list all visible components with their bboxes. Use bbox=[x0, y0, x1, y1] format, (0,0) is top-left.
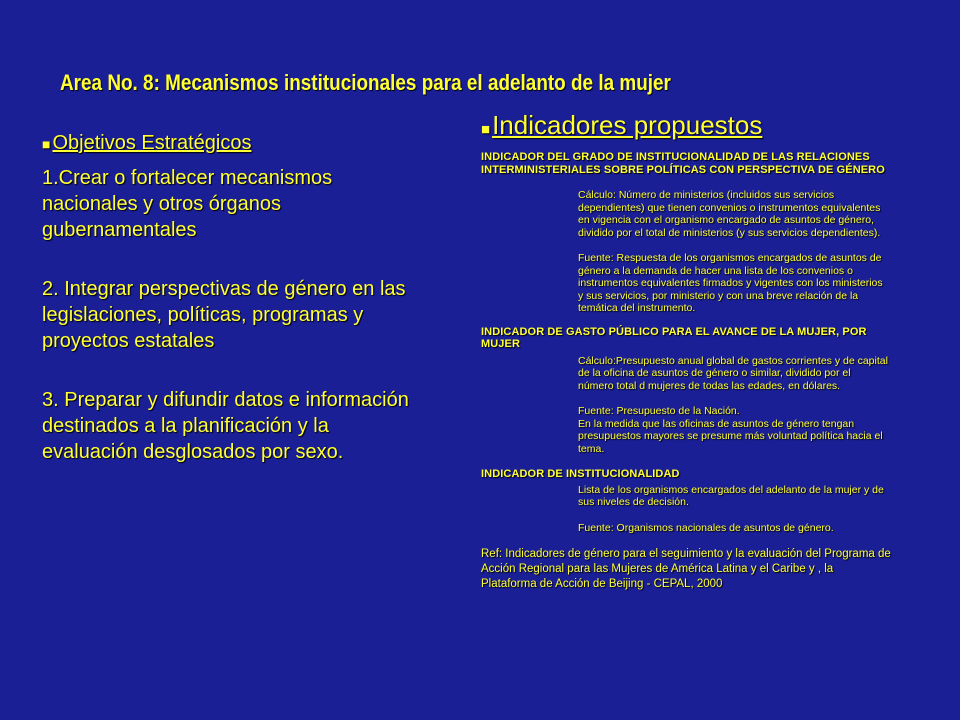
indicators-panel bbox=[481, 110, 896, 592]
square-bullet-icon: ■ bbox=[481, 121, 491, 138]
indicator-2-calculation: Cálculo:Presupuesto anual global de gastos corrientes y de capital de la oficina de asuntos de género o similar, dividido por el número total d mujeres de todas las edades, en dólares. bbox=[578, 354, 888, 392]
objectives-heading-label: Objetivos Estratégicos bbox=[52, 132, 252, 154]
indicator-2-title: INDICADOR DE GASTO PÚBLICO PARA EL AVANCE DE LA MUJER, POR MUJER bbox=[481, 325, 867, 350]
indicators-heading-label: Indicadores propuestos bbox=[492, 110, 763, 140]
indicator-3-source: Fuente: Organismos nacionales de asuntos de género. bbox=[578, 521, 834, 534]
objective-1: 1.Crear o fortalecer mecanismos nacionales y otros órganos gubernamentales bbox=[42, 167, 333, 241]
indicator-1-title: INDICADOR DEL GRADO DE INSTITUCIONALIDAD DE LAS RELACIONES INTERMINISTERIALES SOBRE POLÍTICAS CON PERSPECTIVA DE GÉNERO bbox=[481, 151, 885, 176]
indicator-3-title: INDICADOR DE INSTITUCIONALIDAD bbox=[481, 468, 680, 480]
indicator-2-source: Fuente: Presupuesto de la Nación. bbox=[578, 405, 740, 417]
indicator-1-source: Fuente: Respuesta de los organismos encargados de asuntos de género a la demanda de hacer una lista de los convenios o instrumentos equivalentes firmados y vigentes con los ministerios y sus servicios, por ministerio y con una breve relación de la temática del instrumento. bbox=[578, 252, 883, 314]
slide-title: Area No. 8: Mecanismos institucionales para el adelanto de la mujer bbox=[60, 70, 671, 95]
indicators-heading bbox=[481, 110, 896, 145]
indicator-2-note: En la medida que las oficinas de asuntos de género tengan presupuestos mayores se presume más voluntad política hacia el tema. bbox=[578, 417, 883, 455]
indicator-1-calculation: Cálculo: Número de ministerios (incluidos sus servicios dependientes) que tienen convenios o instrumentos equivalentes en vigencia con el organismo encargado de asuntos de género, dividido por el total de ministerios (y sus servicios dependientes). bbox=[578, 189, 881, 239]
reference-note: Ref: Indicadores de género para el seguimiento y la evaluación del Programa de Acción Regional para las Mujeres de América Latina y el Caribe y , la Plataforma de Acción de Beijing - CEPAL, 2000 bbox=[481, 548, 891, 590]
objective-3: 3. Preparar y difundir datos e información destinados a la planificación y la evaluación desglosados por sexo. bbox=[42, 389, 409, 463]
objectives-panel bbox=[42, 132, 422, 465]
indicator-3-list: Lista de los organismos encargados del adelanto de la mujer y de sus niveles de decisión. bbox=[578, 483, 884, 508]
square-bullet-icon: ■ bbox=[42, 136, 51, 152]
objectives-heading bbox=[42, 132, 422, 155]
objective-2: 2. Integrar perspectivas de género en las legislaciones, políticas, programas y proyectos estatales bbox=[42, 278, 406, 352]
